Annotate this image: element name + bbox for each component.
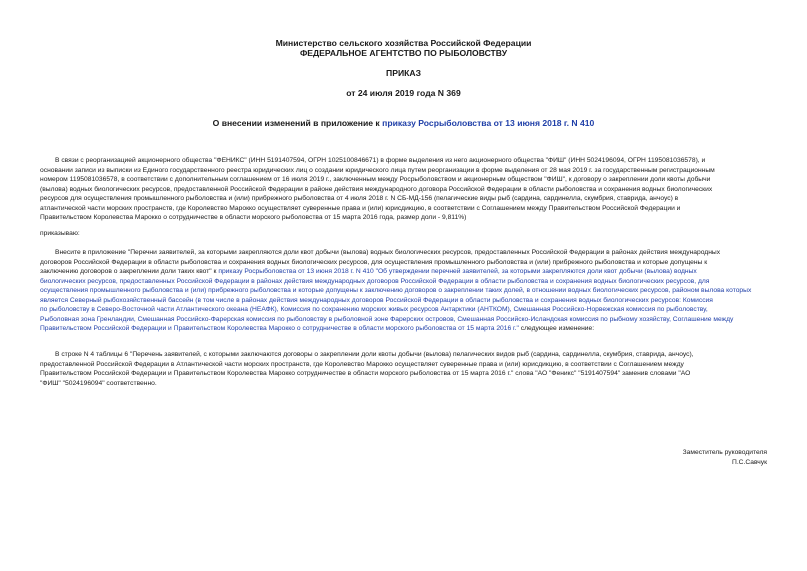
agency-name: ФЕДЕРАЛЬНОЕ АГЕНТСТВО ПО РЫБОЛОВСТВУ [299, 48, 508, 58]
text-line [40, 305, 807, 315]
text-line: атлантической части морских пространств, где Королевство Марокко осуществляет суверенные права и (или) юрисдикцию, в соответствии с Соглашением между Правительством Российской Федерации и [40, 204, 681, 212]
document-date-number: от 24 июля 2019 года N 369 [346, 88, 461, 98]
text-line: В связи с реорганизацией акционерного общества "ФЕНИКС" (ИНН 5191407594, ОГРН 1025100846671) в форме выделения из него акционерного общества "ФИШ" (ИНН 5024196094, ОГРН 1195081036578), и [55, 157, 706, 164]
text-line [40, 296, 807, 306]
signatory-name: П.С.Савчук [732, 459, 767, 466]
text-line: основании записи из выписки из Единого государственного реестра юридических лиц о создании юридического лица путем реорганизации в форме выделения от 28 мая 2019 г. за государственным регистрационным [40, 166, 715, 174]
order-link-segment[interactable]: приказу Росрыболовства от 13 июня 2018 г. N 410 "Об утверждении перечней заявителей, за которыми закрепляются доли квот добычи (вылова) водных [218, 268, 697, 275]
order-link-segment[interactable]: по рыболовству в Северо-Восточной части Атлантического океана (НЕАФК), Комиссия по сохранению морских живых ресурсов Антарктики (АНТКОМ), Смешанная Российско-Норвежская комиссия по рыболовству, [40, 306, 708, 313]
text-line [40, 267, 807, 277]
order-link-segment[interactable]: биологических ресурсов, предоставленных Российской Федерации в районах действия международных договоров Российской Федерации в области рыболовства и сохранения водных биологических ресурсов, для [40, 277, 710, 285]
text-line [40, 286, 807, 296]
text-segment: заключению договоров о закреплении доли таких квот" к [40, 268, 219, 275]
text-line [40, 277, 807, 287]
title-prefix: О внесении изменений в приложение к [212, 118, 383, 128]
text-line: "ФИШ" "5024196094" соответственно. [40, 379, 157, 387]
order-word: приказываю: [40, 230, 80, 237]
text-line: (вылова) водных биологических ресурсов, предоставленной Российской Федерации в районе действия международного договора Российской Федерации в области рыболовства и сохранения водных биологических [40, 185, 713, 193]
order-link-segment[interactable]: осуществления промышленного рыболовства и (или) прибрежного рыболовства и которые допущены к заключению договоров о закреплении таких долей, в отношении водных биологических ресурсов, районом вылова которых [40, 287, 752, 294]
amendment-paragraph [40, 248, 807, 334]
text-line [40, 324, 807, 334]
text-line: ресурсов для осуществления промышленного рыболовства и (или) прибрежного рыболовства от 4 июля 2018 г. N СБ-МД-156 (пелагические виды рыб (сардина, сардинелла, скумбрия, ставрида, анчоус) в [40, 195, 679, 202]
text-line [40, 315, 807, 325]
text-line: Правительством Королевства Марокко о сотрудничестве в области морского рыболовства от 15 марта 2016 года, размер доли - 9,811%) [40, 214, 467, 221]
document-type: ПРИКАЗ [386, 68, 421, 78]
preamble-paragraph [40, 156, 807, 223]
text-segment: договоров Российской Федерации в области рыболовства и сохранения водных биологических ресурсов, для осуществления промышленного рыболовства и (или) прибрежного рыболовства и которые допущены к [40, 258, 708, 266]
text-segment: следующее изменение: [518, 325, 595, 332]
text-segment: Внесите в приложение "Перечни заявителей, за которыми закрепляются доли квот добычи (вылова) водных биологических ресурсов, предоставленных Российской Федерации в районах действия международных [55, 249, 721, 256]
order-link-segment[interactable]: является Северный рыбохозяйственный бассейн (в том числе в районах действия международных договоров Российской Федерации в области рыболовства и сохранения водных биологических ресурсов: Комиссия [40, 296, 713, 304]
text-line [40, 248, 807, 258]
order-link-segment[interactable]: Правительством Российской Федерации и Правительством Королевства Марокко о сотрудничестве в области морского рыболовства от 15 марта 2016 г." [40, 325, 519, 332]
text-line: номером 1195081036578, в соответствии с дополнительным соглашением от 16 июля 2019 г., заключенным между Росрыболовством и акционерным обществом "ФИШ", к договору о закреплении доли квоты добычи [40, 176, 711, 183]
text-line: предоставленной Российской Федерации в Атлантической части морских пространств, где Королевство Марокко осуществляет суверенные права и (или) юрисдикцию, в соответствии с Соглашением между [40, 360, 684, 368]
ministry-name: Министерство сельского хозяйства Российской Федерации [275, 38, 532, 48]
order-link-segment[interactable]: Рыболовная зона Гренландии, Смешанная Российско-Фарерская комиссия по рыболовству в рыболовной зоне Фарерских островов, Смешанная Российско-Исландская комиссия по рыбному хозяйству, Соглашение между [40, 315, 734, 323]
change-paragraph [40, 350, 807, 388]
title-order-link[interactable]: приказу Росрыболовства от 13 июня 2018 г. N 410 [382, 118, 595, 128]
document-title [0, 118, 807, 128]
signatory-position: Заместитель руководителя [682, 449, 767, 456]
text-line: В строке N 4 таблицы 6 "Перечень заявителей, с которыми заключаются договоры о закреплении доли квоты добычи (вылова) пелагических видов рыб (сардина, сардинелла, скумбрия, ставрида, анчоус), [55, 351, 694, 358]
text-line: Правительством Российской Федерации и Правительством Королевства Марокко сотрудничестве в области морского рыболовства от 15 марта 2016 г." слова "АО "Феникс" "5191407594" заменив словами "АО [40, 370, 691, 377]
text-line [40, 258, 807, 268]
